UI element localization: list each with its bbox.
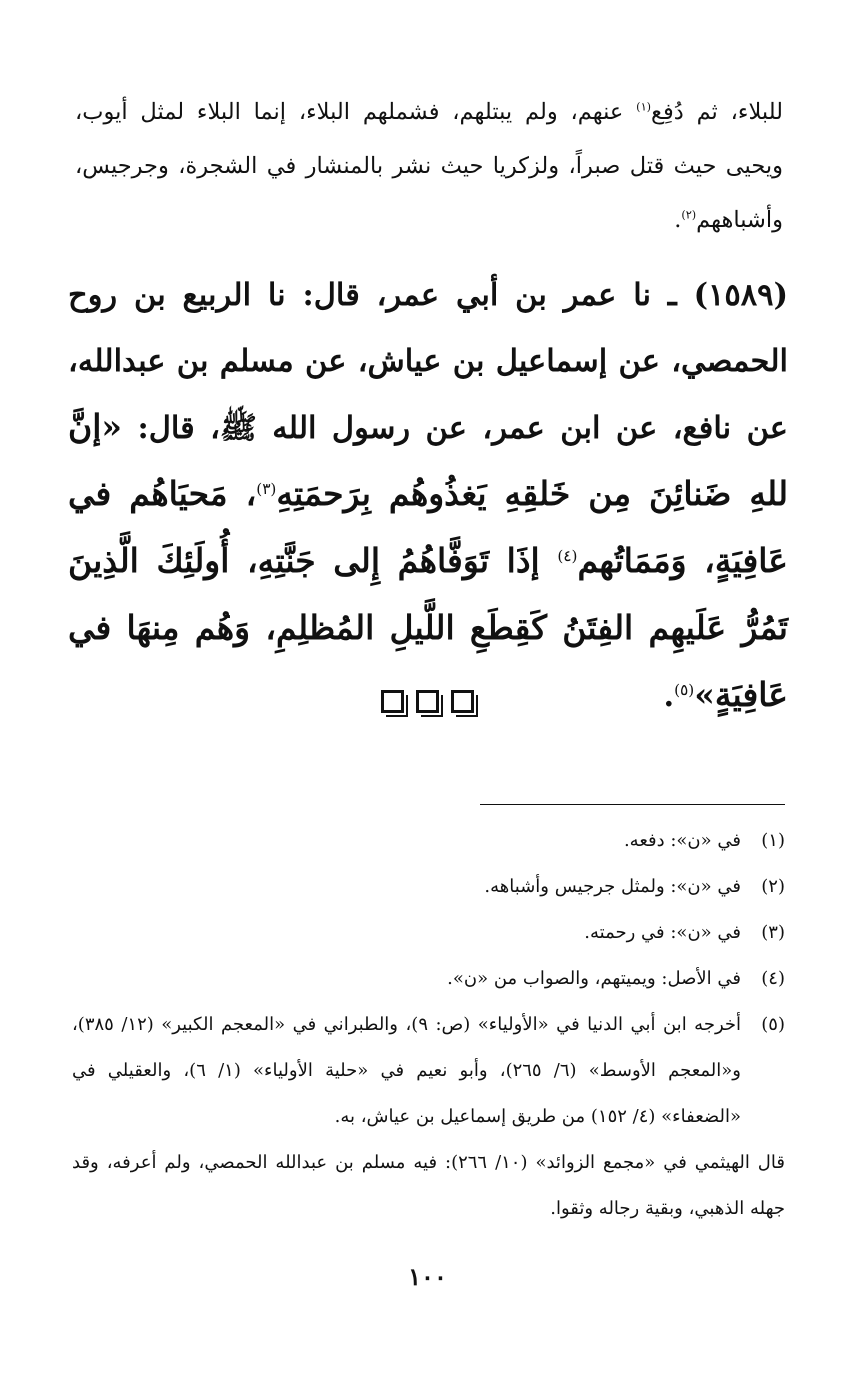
footnote-2 [72,864,785,910]
footnote-1 [72,818,785,864]
separator-square-icon [451,690,474,713]
hadith-block: (١٥٨٩) ـ نا عمر بن أبي عمر، قال: نا الربيع بن روح الحمصي، عن إسماعيل بن عياش، عن مسلم بن عبدالله، عن نافع، عن ابن عمر، عن رسول الله ﷺ، قال: «إنَّ للهِ ضَنائِنَ مِن خَلقِهِ يَغذُوهُم بِرَحمَتِهِ$^{(٣)}$، مَحيَاهُم في عَافِيَةٍ، وَمَمَاتُهم$^{(٤)}$ إذَا تَوَفَّاهُمُ إِلى جَنَّتِهِ، أُولَئِكَ الَّذِينَ تَمُرُّ عَلَيهِم الفِتَنُ كَقِطَعِ اللَّيلِ المُظلِمِ، وَهُم مِنهَا في عَافِيَةٍ»$^{(٥)}$. [68,277,789,714]
footnote-text: في «ن»: في رحمته. [584,922,741,943]
intro-text-start: للبلاء، ثم دُفِع [651,99,783,125]
footnote-ref-2[interactable]: (٢) [681,208,697,222]
footnote-5 [72,1002,785,1140]
footnote-number: (٥) [761,1014,785,1035]
footnote-number: (١) [761,830,785,851]
footnote-ref-3[interactable]: (٣) [256,479,277,498]
footnote-5-note [72,1140,785,1232]
intro-text-rest: عنهم، ولم يبتلهم، فشملهم البلاء، إنما البلاء لمثل أيوب، ويحيى حيث قتل صبراً، ولزكريا حيث نشر بالمنشار في الشجرة، وجرجيس، وأشباههم [75,99,783,233]
footnote-text: في «ن»: دفعه. [623,830,741,851]
footnote-text: في «ن»: ولمثل جرجيس وأشباهه. [484,876,741,897]
footnote-ref-5[interactable]: (٥) [674,680,695,699]
hadith-matn-1: «إنَّ للهِ ضَنائِنَ مِن خَلقِهِ يَغذُوهُم بِرَحمَتِهِ [68,407,789,513]
footnote-note-text: قال الهيثمي في «مجمع الزوائد» (١٠/ ٢٦٦): فيه مسلم بن عبدالله الحمصي، ولم أعرفه، وقد جهله الذهبي، وبقية رجاله وثقوا. [72,1152,785,1219]
intro-paragraph: للبلاء، ثم دُفِع$^{(١)}$ عنهم، ولم يبتلهم، فشملهم البلاء، إنما البلاء لمثل أيوب، ويحيى حيث قتل صبراً، ولزكريا حيث نشر بالمنشار في الشجرة، وجرجيس، وأشباههم$^{(٢)}$. [75,99,783,233]
footnote-number: (٣) [761,922,785,943]
hadith-number: (١٥٨٩) [693,277,788,313]
footnote-3 [72,910,785,956]
footnote-ref-4[interactable]: (٤) [557,546,578,565]
separator-square-icon [381,690,404,713]
section-separator [0,690,855,713]
separator-square-icon [416,690,439,713]
footnote-rule [480,804,785,805]
page-number: ١٠٠ [408,1262,447,1291]
footnote-text: في الأصل: ويميتهم، والصواب من «ن». [447,968,741,989]
footnotes [72,818,785,1232]
hadith-isnad: ـ نا عمر بن أبي عمر، قال: نا الربيع بن روح الحمصي، عن إسماعيل بن عياش، عن مسلم بن عبدالله، عن نافع، عن ابن عمر، عن رسول الله ﷺ، قال: [68,277,788,446]
footnote-number: (٢) [761,876,785,897]
hadith-matn-2: ، مَحيَاهُم في عَافِيَةٍ، وَمَمَاتُهم [68,474,788,580]
footnote-ref-1[interactable]: (١) [636,100,651,114]
footnote-4 [72,956,785,1002]
footnote-text: أخرجه ابن أبي الدنيا في «الأولياء» (ص: ٩)، والطبراني في «المعجم الكبير» (١٢/ ٣٨٥)، و«المعجم الأوسط» (٦/ ٢٦٥)، وأبو نعيم في «حلية الأولياء» (١/ ٦)، والعقيلي في «الضعفاء» (٤/ ١٥٢) من طريق إسماعيل بن عياش، به. [72,1014,742,1127]
footnote-number: (٤) [761,968,785,989]
hadith-matn-3: إذَا تَوَفَّاهُمُ إِلى جَنَّتِهِ، أُولَئِكَ الَّذِينَ تَمُرُّ عَلَيهِم الفِتَنُ كَقِطَعِ اللَّيلِ المُظلِمِ، وَهُم مِنهَا في عَافِيَةٍ» [68,541,788,714]
